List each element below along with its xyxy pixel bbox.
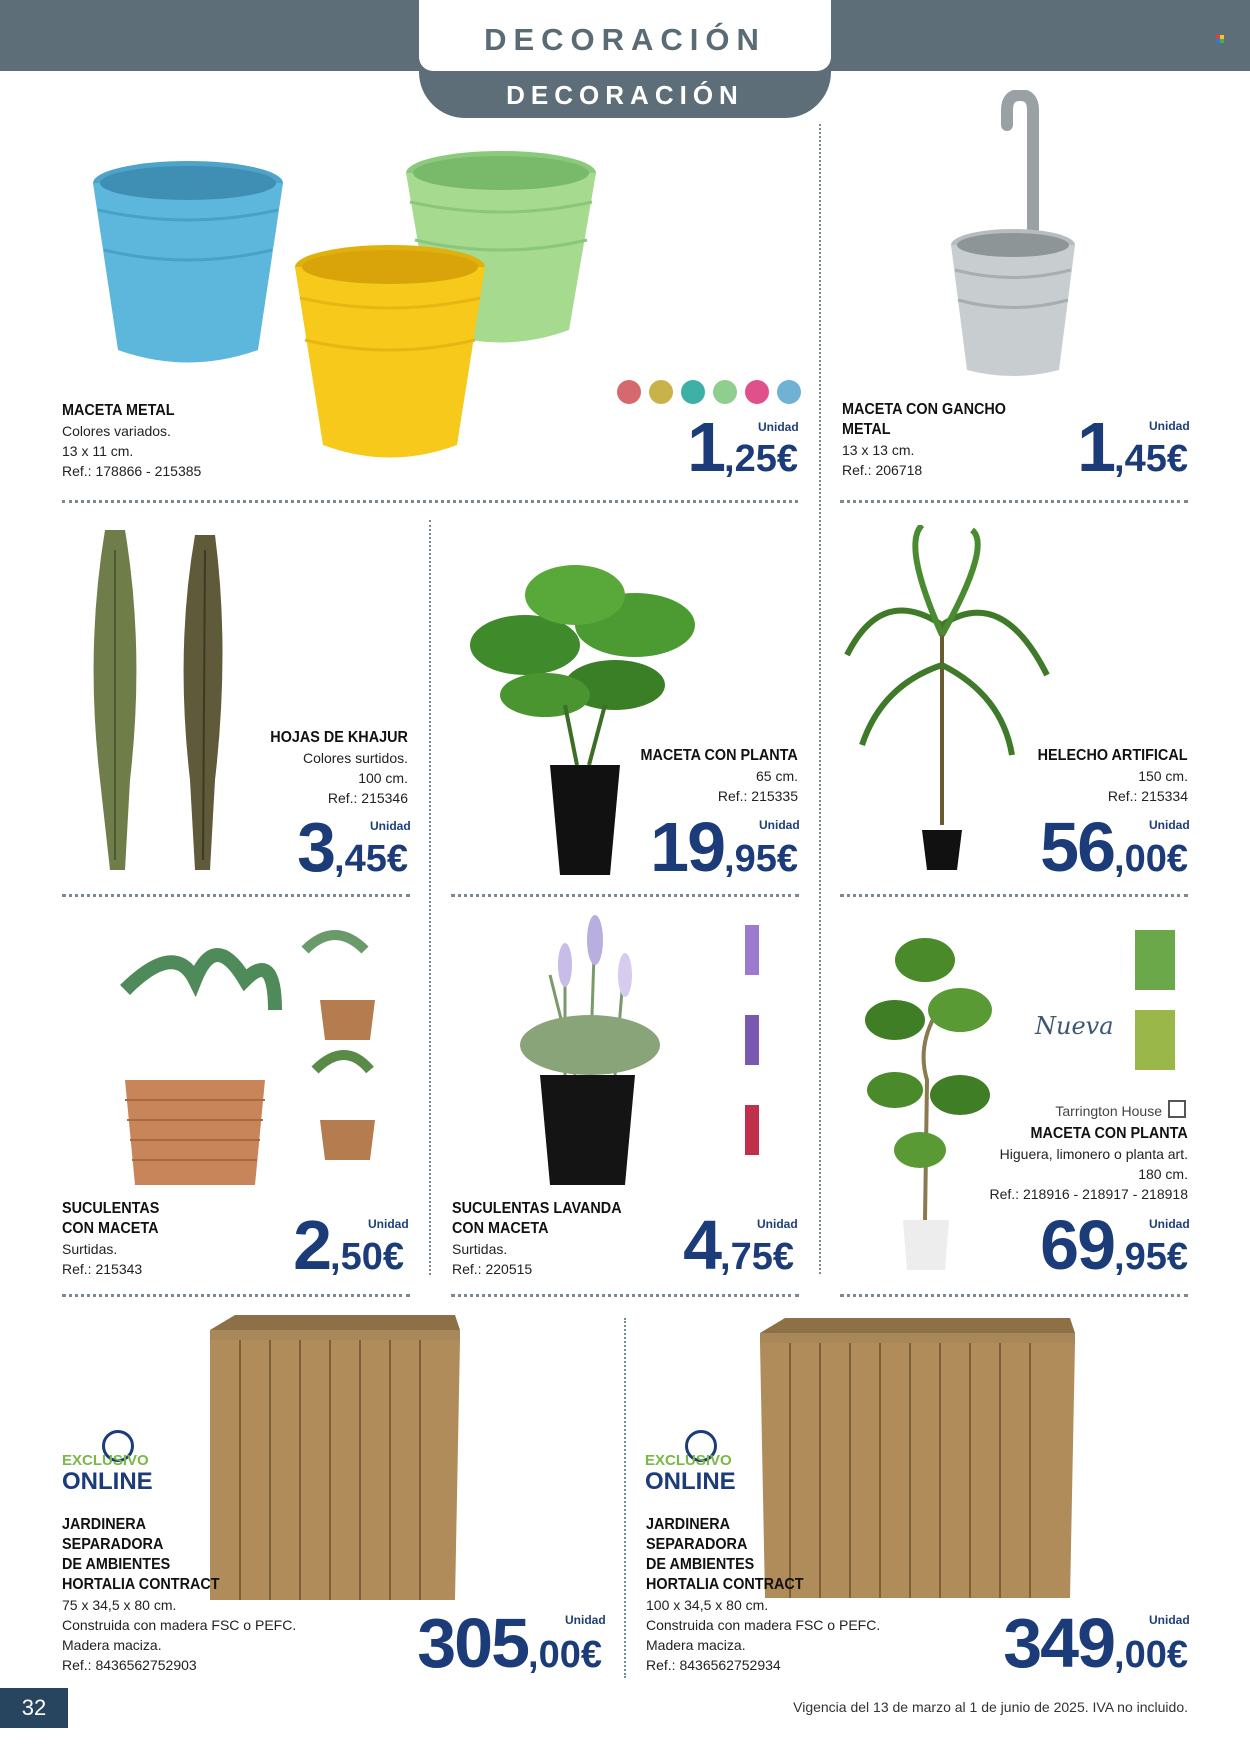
price-decimal: ,00€ — [1114, 838, 1188, 880]
price-decimal: ,95€ — [724, 838, 798, 880]
product-desc-line: Ref.: 215334 — [1107, 788, 1188, 804]
price-integer: 3 — [297, 808, 335, 886]
price-decimal: ,45€ — [1114, 438, 1188, 480]
product-desc-line: Madera maciza. — [62, 1637, 162, 1653]
divider — [62, 894, 410, 897]
product-desc-line: 65 cm. — [755, 768, 798, 784]
product-desc-line: Ref.: 218916 - 218917 - 218918 — [989, 1186, 1188, 1202]
price — [417, 1604, 602, 1682]
color-swatch — [649, 380, 673, 404]
divider — [62, 1294, 410, 1297]
column-divider — [624, 1318, 626, 1678]
unit-label: Unidad — [759, 818, 800, 832]
product-name — [452, 1199, 622, 1239]
product-name-line: JARDINERA — [62, 1516, 147, 1533]
product-name-line: DE AMBIENTES — [62, 1556, 171, 1573]
product-name-line: METAL — [842, 421, 891, 438]
online-label: ONLINE — [645, 1468, 736, 1495]
logo-mark-icon — [1216, 35, 1224, 43]
price-decimal: ,00€ — [528, 1634, 602, 1676]
product-desc-line: 180 cm. — [1138, 1166, 1188, 1182]
product-desc-line: Ref.: 178866 - 215385 — [62, 463, 202, 479]
product-desc — [1108, 766, 1188, 806]
product-name — [646, 1515, 804, 1595]
product-desc-line: Ref.: 206718 — [842, 462, 923, 478]
divider — [840, 894, 1188, 897]
fern-image — [842, 525, 1052, 875]
product-desc-line: Ref.: 8436562752903 — [62, 1657, 197, 1673]
product-desc-line: Madera maciza. — [646, 1637, 746, 1653]
product-desc-line: Ref.: 215346 — [327, 790, 408, 806]
unit-label: Unidad — [565, 1613, 606, 1627]
product-desc-line: 13 x 11 cm. — [62, 443, 134, 459]
price-integer: 56 — [1040, 808, 1115, 886]
brand-label: Tarrington House — [1055, 1103, 1162, 1119]
price-decimal: ,45€ — [334, 838, 408, 880]
product-name — [842, 400, 1006, 440]
color-swatch — [713, 380, 737, 404]
color-swatch — [777, 380, 801, 404]
product-name-line: SUCULENTAS — [62, 1200, 160, 1217]
unit-label: Unidad — [757, 1217, 798, 1231]
product-name: HELECHO ARTIFICAL — [1038, 747, 1188, 764]
product-name-line: HORTALIA CONTRACT — [646, 1576, 804, 1593]
product-desc-line: Construida con madera FSC o PEFC. — [62, 1617, 297, 1633]
wooden-planter-image — [205, 1315, 460, 1600]
product-desc-line: Ref.: 220515 — [452, 1261, 533, 1277]
divider — [62, 500, 798, 503]
price — [687, 408, 798, 486]
product-desc-line: 100 x 34,5 x 80 cm. — [646, 1597, 769, 1613]
price — [293, 1206, 404, 1284]
product-desc-line: Surtidas. — [62, 1241, 118, 1257]
price — [1077, 408, 1188, 486]
section-subtitle: DECORACIÓN — [506, 80, 744, 110]
product-desc-line: Ref.: 8436562752934 — [646, 1657, 781, 1673]
unit-label: Unidad — [1149, 818, 1190, 832]
product-desc-line: Higuera, limonero o planta art. — [999, 1146, 1188, 1162]
product-name — [62, 1199, 159, 1239]
hook-pot-image — [945, 90, 1085, 380]
price-decimal: ,95€ — [1114, 1236, 1188, 1278]
unit-label: Unidad — [1149, 1217, 1190, 1231]
product-desc — [62, 1595, 296, 1675]
product-desc-line: 100 cm. — [358, 770, 408, 786]
product-name — [62, 1515, 220, 1595]
price — [1040, 1206, 1188, 1284]
divider — [840, 1294, 1188, 1297]
color-swatch — [681, 380, 705, 404]
product-desc — [303, 748, 408, 808]
product-desc-line: Colores surtidos. — [302, 750, 408, 766]
product-desc-line: Ref.: 215343 — [62, 1261, 143, 1277]
color-swatch — [617, 380, 641, 404]
price-integer: 19 — [650, 808, 725, 886]
home-icon — [1168, 1100, 1186, 1118]
price-decimal: ,75€ — [720, 1236, 794, 1278]
price-integer: 4 — [683, 1206, 721, 1284]
price — [1003, 1604, 1188, 1682]
product-name-line: SEPARADORA — [646, 1536, 748, 1553]
khajur-leaves-image — [75, 530, 245, 875]
price-decimal: ,25€ — [724, 438, 798, 480]
product-desc-line: 13 x 13 cm. — [842, 442, 915, 458]
product-name-line: MACETA CON GANCHO — [842, 401, 1006, 418]
unit-label: Unidad — [1149, 1613, 1190, 1627]
exclusive-label: EXCLUSIVO — [62, 1452, 149, 1469]
product-desc — [842, 440, 922, 480]
unit-label: Unidad — [368, 1217, 409, 1231]
online-label: ONLINE — [62, 1468, 153, 1495]
price-integer: 1 — [687, 408, 725, 486]
product-desc-line: 150 cm. — [1138, 768, 1188, 784]
price-decimal: ,00€ — [1114, 1634, 1188, 1676]
product-name-line: JARDINERA — [646, 1516, 731, 1533]
exclusive-online-badge — [62, 1430, 172, 1510]
validity-note: Vigencia del 13 de marzo al 1 de junio de 2025. IVA no incluido. — [793, 1699, 1188, 1715]
page-number: 32 — [0, 1688, 68, 1728]
exclusive-online-badge — [645, 1430, 755, 1510]
column-divider — [429, 520, 431, 1275]
price-integer: 2 — [293, 1206, 331, 1284]
price-integer: 305 — [417, 1604, 529, 1682]
price-integer: 1 — [1077, 408, 1115, 486]
column-divider — [819, 124, 821, 1274]
product-name-line: CON MACETA — [452, 1220, 549, 1237]
price-integer: 69 — [1040, 1206, 1115, 1284]
new-badge: Nueva — [1035, 1012, 1114, 1040]
wooden-planter-image — [760, 1318, 1075, 1598]
product-desc — [62, 1239, 142, 1279]
product-name: MACETA CON PLANTA — [640, 747, 798, 764]
lavender-image — [495, 915, 785, 1195]
product-desc-line: Colores variados. — [62, 423, 171, 439]
product-desc-line: Construida con madera FSC o PEFC. — [646, 1617, 881, 1633]
product-name: MACETA METAL — [62, 402, 175, 419]
product-desc-line: Surtidas. — [452, 1241, 508, 1257]
price — [683, 1206, 794, 1284]
product-desc — [990, 1144, 1189, 1204]
price — [297, 808, 408, 886]
product-desc — [452, 1239, 532, 1279]
price-decimal: ,50€ — [330, 1236, 404, 1278]
product-name-line: SEPARADORA — [62, 1536, 164, 1553]
divider — [451, 894, 799, 897]
product-name-line: CON MACETA — [62, 1220, 159, 1237]
product-desc — [62, 421, 201, 481]
section-title: DECORACIÓN — [484, 22, 766, 57]
price — [1040, 808, 1188, 886]
price-integer: 349 — [1003, 1604, 1115, 1682]
product-name: HOJAS DE KHAJUR — [270, 729, 408, 746]
divider — [451, 1294, 799, 1297]
exclusive-label: EXCLUSIVO — [645, 1452, 732, 1469]
color-swatches — [617, 380, 801, 404]
divider — [840, 500, 1188, 503]
product-desc — [718, 766, 798, 806]
unit-label: Unidad — [370, 819, 411, 833]
product-name-line: HORTALIA CONTRACT — [62, 1576, 220, 1593]
product-name: MACETA CON PLANTA — [1030, 1125, 1188, 1142]
unit-label: Unidad — [1149, 419, 1190, 433]
product-desc-line: Ref.: 215335 — [717, 788, 798, 804]
unit-label: Unidad — [758, 420, 799, 434]
product-desc-line: 75 x 34,5 x 80 cm. — [62, 1597, 177, 1613]
product-name-line: SUCULENTAS LAVANDA — [452, 1200, 622, 1217]
product-name-line: DE AMBIENTES — [646, 1556, 755, 1573]
succulents-image — [105, 920, 395, 1190]
price — [650, 808, 798, 886]
product-desc — [646, 1595, 880, 1675]
color-swatch — [745, 380, 769, 404]
